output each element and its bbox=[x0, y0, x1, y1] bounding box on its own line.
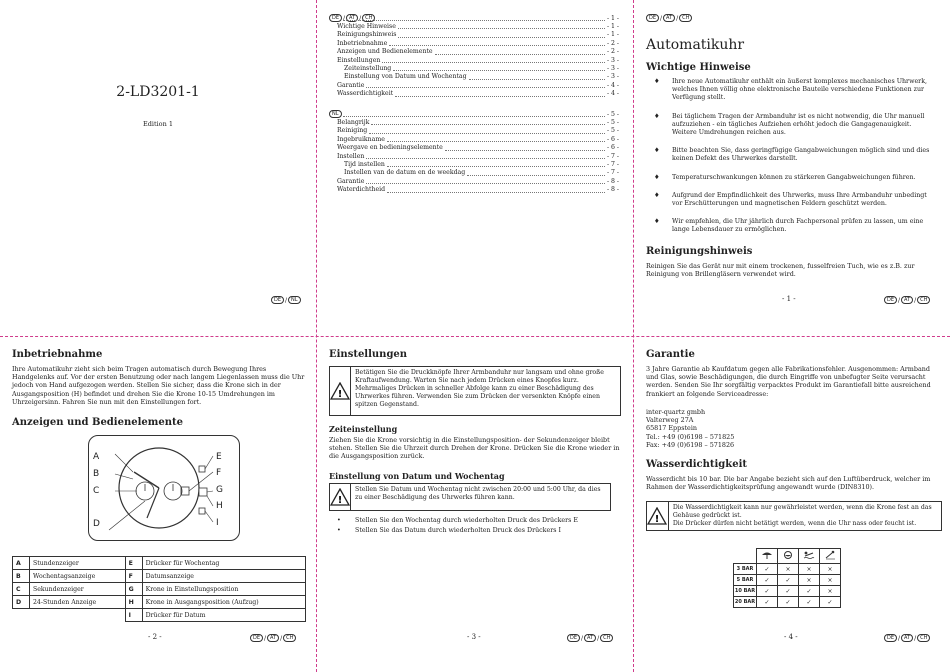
toc-item[interactable]: Wichtige Hinweise - 1 - bbox=[337, 23, 619, 30]
toc-item[interactable]: Garantie - 4 - bbox=[337, 81, 619, 89]
list-item: ♦ Ihre neue Automatikuhr enthält ein äußerst komplexes mechanisches Uhrwerk, welches Ihnen völlig ohne elektronische Bauteile verschiedene Funktionen zur Verfügung stellt. bbox=[654, 78, 928, 102]
lang-badge-ch: CH bbox=[600, 634, 613, 642]
diagram-label: A bbox=[93, 452, 100, 462]
section-heading: Wasserdichtigkeit bbox=[646, 459, 748, 470]
list-item: • Stellen Sie den Wochentag durch wiederholten Druck des Drückers E bbox=[337, 517, 578, 524]
service-address bbox=[646, 408, 846, 449]
warning-icon bbox=[330, 488, 350, 506]
lang-badge-ch: CH bbox=[283, 634, 296, 642]
time-setting-text: Ziehen Sie die Krone vorsichtig in die Einstellungsposition- der Sekundenzeiger bleibt stehen. Stellen Sie die Uhrzeit durch Drehen der Krone. Drücken Sie die Krone wieder in die Ausgangsposition zurück. bbox=[329, 436, 620, 461]
table-row: C Sekundenzeiger G Krone in Einstellungsposition bbox=[13, 583, 306, 596]
svg-text:!: ! bbox=[655, 514, 660, 525]
toc-item[interactable]: Weergave en bedieningselemente - 6 - bbox=[337, 144, 619, 152]
list-item: • Stellen Sie das Datum durch wiederholten Druck des Drückers I bbox=[337, 527, 561, 535]
toc-item[interactable]: Reiniging - 5 - bbox=[337, 127, 619, 135]
diagram-label: F bbox=[216, 468, 222, 479]
section-heading: Wichtige Hinweise bbox=[646, 62, 751, 73]
list-item: ♦ Wir empfehlen, die Uhr jährlich durch Fachpersonal prüfen zu lassen, um eine lange Lebensdauer zu ermöglichen. bbox=[654, 218, 924, 234]
list-item: ♦ Bei täglichem Tragen der Armbanduhr ist es nicht notwendig, die Uhr manuell aufzuziehen - ein tägliches Aufziehen erhöht jedoch die Gangagenauigkeit. Weitere Umdrehungen reichen aus. bbox=[654, 112, 925, 137]
toc-item[interactable]: Waterdichtheid - 8 - bbox=[337, 186, 619, 194]
toc-page bbox=[317, 0, 633, 336]
cleaning-text: Reinigen Sie das Gerät nur mit einem trockenen, fusselfreien Tuch, wie es z.B. zur Reinigung von Brillengläsern verwendet wird. bbox=[646, 262, 915, 279]
lang-badge-de: DE bbox=[250, 634, 263, 642]
footer-langs: DE / AT / CH bbox=[884, 296, 930, 304]
cover-edition: Edition 1 bbox=[143, 120, 173, 128]
address-line: inter-quartz gmbh bbox=[646, 408, 706, 416]
toc-item[interactable]: Instellen van de datum en de weekdag - 7 - bbox=[344, 169, 619, 177]
lang-badge-at: AT bbox=[901, 634, 913, 642]
diagram-label: I bbox=[216, 517, 219, 528]
list-item: ♦ Aufgrund der Empfindlichkeit des Uhrwerks, muss Ihre Armbanduhr unbedingt vor Erschütterungen und magnetischen Feldern geschützt werden. bbox=[654, 191, 927, 208]
rain-icon bbox=[757, 549, 778, 564]
page-3 bbox=[317, 337, 633, 672]
lang-badge-at: AT bbox=[346, 14, 358, 22]
water-text: Wasserdicht bis 10 bar. Die bar Angabe bezieht sich auf den Luftüberdruck, welcher im Rahmen der Wasserdichtigkeitsprüfung angewandt wurde (DIN8310). bbox=[646, 475, 931, 492]
notes-list bbox=[646, 78, 936, 245]
table-row: 3 BAR ✓ × × × bbox=[734, 564, 841, 575]
lang-badge-de: DE bbox=[329, 14, 342, 22]
toc-item[interactable]: Reinigungshinweis - 1 - bbox=[337, 31, 619, 39]
lang-badge-ch: CH bbox=[679, 14, 692, 22]
table-row: I Drücker für Datum bbox=[13, 609, 306, 622]
swimming-icon bbox=[799, 549, 820, 564]
section-heading: Einstellungen bbox=[329, 349, 408, 360]
svg-text:!: ! bbox=[337, 389, 343, 400]
list-item: ♦ Temperaturschwankungen können zu stärkeren Gangabweichungen führen. bbox=[654, 173, 916, 181]
section-heading: Inbetriebnahme bbox=[12, 349, 103, 360]
warning-box bbox=[329, 483, 611, 511]
lang-badge-nl: NL bbox=[329, 110, 342, 118]
lang-badge-de: DE bbox=[884, 296, 897, 304]
page-number: - 1 - bbox=[782, 295, 796, 303]
toc-de-list bbox=[337, 23, 619, 99]
lang-badge-de: DE bbox=[646, 14, 659, 22]
page-title: Automatikuhr bbox=[646, 37, 745, 53]
lang-badge-ch: CH bbox=[917, 296, 930, 304]
toc-item[interactable]: Tijd instellen - 7 - bbox=[344, 161, 619, 169]
section-heading: Reinigungshinweis bbox=[646, 246, 753, 257]
date-bullets bbox=[329, 517, 623, 537]
address-line: Tel.: +49 (0)6198 – 571825 bbox=[646, 432, 735, 441]
toc-item[interactable]: Belangrijk - 5 - bbox=[337, 119, 619, 126]
section-heading: Zeiteinstellung bbox=[329, 424, 398, 434]
page-1 bbox=[634, 0, 950, 336]
intro-text: Ihre Automatikuhr zieht sich beim Tragen automatisch durch Bewegung Ihres Handgelenks auf. Vor der ersten Benutzung oder nach langem Liegenlassen muss die Uhr jedoch von Hand aufgezogen werden. Stellen Sie sicher, dass die Krone sich in der Ausgangsposition (H) befindet und drehen Sie die Krone 10-15 Umdrehungen im Uhrzeigersinn. Fahren Sie nun mit den Einstellungen fort. bbox=[12, 365, 305, 406]
diving-icon bbox=[820, 549, 841, 564]
table-row: B Wochentagsanzeige F Datumsanzeige bbox=[13, 570, 306, 583]
toc-row[interactable]: - 1 - bbox=[337, 15, 619, 23]
list-item: ♦ Bitte beachten Sie, dass geringfügige Gangabweichungen möglich sind und dies keinen Defekt des Uhrwerkes darstellt. bbox=[654, 147, 930, 163]
footer-langs: DE / AT / CH bbox=[567, 634, 613, 642]
toc-item[interactable]: Wasserdichtigkeit - 4 - bbox=[337, 90, 619, 98]
warning-text: Die Wasserdichtigkeit kann nur gewährleistet werden, wenn die Krone fest an das Gehäuse gedrückt ist. bbox=[672, 504, 932, 519]
warning-icon bbox=[647, 507, 667, 525]
parts-table bbox=[12, 556, 306, 622]
lang-badge-at: AT bbox=[267, 634, 279, 642]
warranty-text: 3 Jahre Garantie ab Kaufdatum gegen alle Fabrikationsfehler. Ausgenommen: Armband und Glas, sowie Beschädigungen, die durch Eingriffe von unbefugter Seite verursacht werden. Senden Sie Ihr sorgfältig verpacktes Produkt im Garantiefall bitte ausreichend frankiert an folgende Serviceadresse: bbox=[646, 365, 931, 398]
language-badges: DE / NL bbox=[271, 296, 301, 304]
lang-badge-de: DE bbox=[271, 296, 284, 304]
water-resistance-table bbox=[733, 548, 841, 608]
toc-nl: - 5 - bbox=[337, 111, 619, 119]
page-2 bbox=[0, 337, 316, 672]
footer-langs: DE / AT / CH bbox=[250, 634, 296, 642]
warning-box bbox=[646, 501, 942, 531]
section-heading: Anzeigen und Bedienelemente bbox=[12, 417, 183, 428]
warning-text: Die Drücker dürfen nicht betätigt werden, wenn die Uhr nass oder feucht ist. bbox=[672, 520, 917, 527]
page-number: - 2 - bbox=[148, 633, 162, 641]
cover-title: 2-LD3201-1 bbox=[116, 84, 200, 100]
lang-badge-at: AT bbox=[663, 14, 675, 22]
address-line: Valterweg 27A bbox=[646, 416, 694, 425]
table-row: A Stundenzeiger E Drücker für Wochentag bbox=[13, 557, 306, 570]
lang-badge-at: AT bbox=[901, 296, 913, 304]
lang-badge-ch: CH bbox=[917, 634, 930, 642]
diagram-label: H bbox=[216, 501, 223, 512]
diagram-label: B bbox=[93, 468, 100, 479]
diagram-label: E bbox=[216, 452, 222, 462]
footer-langs: DE / AT / CH bbox=[884, 634, 930, 642]
toc-item[interactable]: Einstellungen - 3 - bbox=[337, 56, 619, 64]
page-number: - 3 - bbox=[467, 633, 481, 641]
address-line: 65817 Eppstein bbox=[646, 424, 697, 433]
diagram-label: G bbox=[216, 484, 223, 495]
section-heading: Einstellung von Datum und Wochentag bbox=[329, 471, 505, 481]
page-4 bbox=[634, 337, 950, 672]
lang-badge-de: DE bbox=[567, 634, 580, 642]
warning-text: Stellen Sie Datum und Wochentag nicht zwischen 20:00 und 5:00 Uhr, da dies zu einer Beschädigung des Uhrwerks führen kann. bbox=[355, 486, 601, 501]
toc-item[interactable]: Anzeigen und Bedienelemente - 2 - bbox=[337, 48, 619, 56]
toc-de-langs: DE / AT / CH bbox=[329, 14, 375, 22]
toc-item[interactable]: Einstellung von Datum und Wochentag - 3 - bbox=[344, 73, 619, 81]
toc-nl-list bbox=[337, 119, 619, 195]
toc-item[interactable]: Ingebruikname - 6 - bbox=[337, 135, 619, 143]
svg-text:!: ! bbox=[337, 495, 343, 506]
table-row: 20 BAR ✓ ✓ ✓ ✓ bbox=[734, 597, 841, 608]
lang-badge-de: DE bbox=[884, 634, 897, 642]
address-line: Fax: +49 (0)6198 – 571826 bbox=[646, 440, 735, 449]
diagram-labels-left bbox=[93, 449, 100, 533]
warning-icon bbox=[330, 382, 350, 400]
toc-item[interactable]: Inbetriebnahme - 2 - bbox=[337, 39, 619, 47]
cover-page bbox=[0, 0, 316, 336]
table-row bbox=[734, 549, 841, 564]
warning-text: Betätigen Sie die Druckknöpfe Ihrer Armbanduhr nur langsam und ohne große Kraftaufwendung. Warten Sie nach jedem Drücken eines Knopfes kurz. Mehrmaliges Drücken in schneller Abfolge kann zu einer Beschädigung des Uhrwerkes führen. Verwenden Sie zum Drücken der versenkten Knöpfe einen spitzen Gegenstand. bbox=[355, 369, 604, 408]
toc-item[interactable]: Zeiteinstellung - 3 - bbox=[344, 65, 619, 73]
table-row: 10 BAR ✓ ✓ ✓ × bbox=[734, 586, 841, 597]
diagram-label: C bbox=[93, 485, 100, 496]
table-row: 5 BAR ✓ ✓ × × bbox=[734, 575, 841, 586]
lang-badge-at: AT bbox=[584, 634, 596, 642]
diagram-labels-right bbox=[216, 449, 223, 531]
page-langs: DE / AT / CH bbox=[646, 14, 692, 22]
lang-badge-nl: NL bbox=[288, 296, 301, 304]
section-heading: Garantie bbox=[646, 349, 695, 360]
diagram-label: D bbox=[93, 519, 100, 530]
page-number: - 4 - bbox=[784, 633, 798, 641]
toc-item[interactable]: Garantie - 8 - bbox=[337, 177, 619, 185]
washing-icon bbox=[778, 549, 799, 564]
toc-item[interactable]: Instellen - 7 - bbox=[337, 152, 619, 160]
lang-badge-ch: CH bbox=[362, 14, 375, 22]
table-row: D 24-Stunden Anzeige H Krone in Ausgangsposition (Aufzug) bbox=[13, 596, 306, 609]
warning-box bbox=[329, 366, 621, 416]
